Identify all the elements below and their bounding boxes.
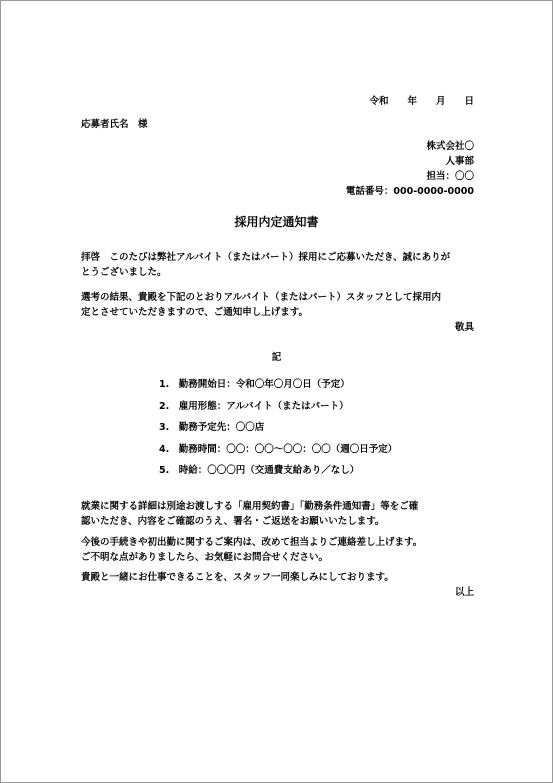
sender-person: 担当：〇〇 [426,171,474,182]
sender-phone: 電話番号：000-0000-0000 [345,186,474,197]
list-item: 5. 時給：〇〇〇円（交通費支給あり／なし） [159,465,360,476]
footer-paragraph-1-line-2: 認いただき、内容をご確認のうえ、署名・ご返送をお願いいたします。 [81,516,385,527]
footer-paragraph-3-line-1: 貴殿と一緒にお仕事できることを、スタッフ一同楽しみにしております。 [81,572,394,583]
footer-paragraph-2-line-1: 今後の手続きや初出勤に関するご案内は、改めて担当よりご連絡差し上げます。 [81,537,423,548]
footer-paragraph-1-line-1: 就業に関する詳細は別途お渡しする「雇用契約書」「勤務条件通知書」等をご確 [81,501,419,512]
list-item: 2. 雇用形態：アルバイト（またはパート） [159,401,349,412]
closing-keigu: 敬具 [454,322,474,333]
end-ijou: 以上 [454,587,474,598]
ki-heading: 記 [271,352,282,363]
body-paragraph-2-line-1: 選考の結果、貴殿を下記のとおりアルバイト（またはパート）スタッフとして採用内 [81,292,441,303]
recipient-name: 応募者氏名 様 [81,119,148,130]
date-line: 令和 年 月 日 [369,96,474,107]
footer-paragraph-2-line-2: ご不明な点がありましたら、お気軽にお問合せください。 [81,552,329,563]
list-item: 4. 勤務時間：〇〇：〇〇～〇〇：〇〇（週〇日予定） [159,444,398,455]
sender-company: 株式会社〇 [426,141,474,152]
list-item: 3. 勤務予定先：〇〇店 [159,422,265,433]
list-item: 1. 勤務開始日：令和〇年〇月〇日（予定） [159,379,350,390]
body-paragraph-2-line-2: 定とさせていただきますので、ご通知申し上げます。 [81,307,309,318]
body-paragraph-1-line-2: とうございました。 [81,267,167,278]
sender-department: 人事部 [445,156,474,167]
body-paragraph-1-line-1: 拝啓 このたびは弊社アルバイト（またはパート）採用にご応募いただき、誠にありが [81,252,451,263]
document-title: 採用内定通知書 [234,215,319,229]
